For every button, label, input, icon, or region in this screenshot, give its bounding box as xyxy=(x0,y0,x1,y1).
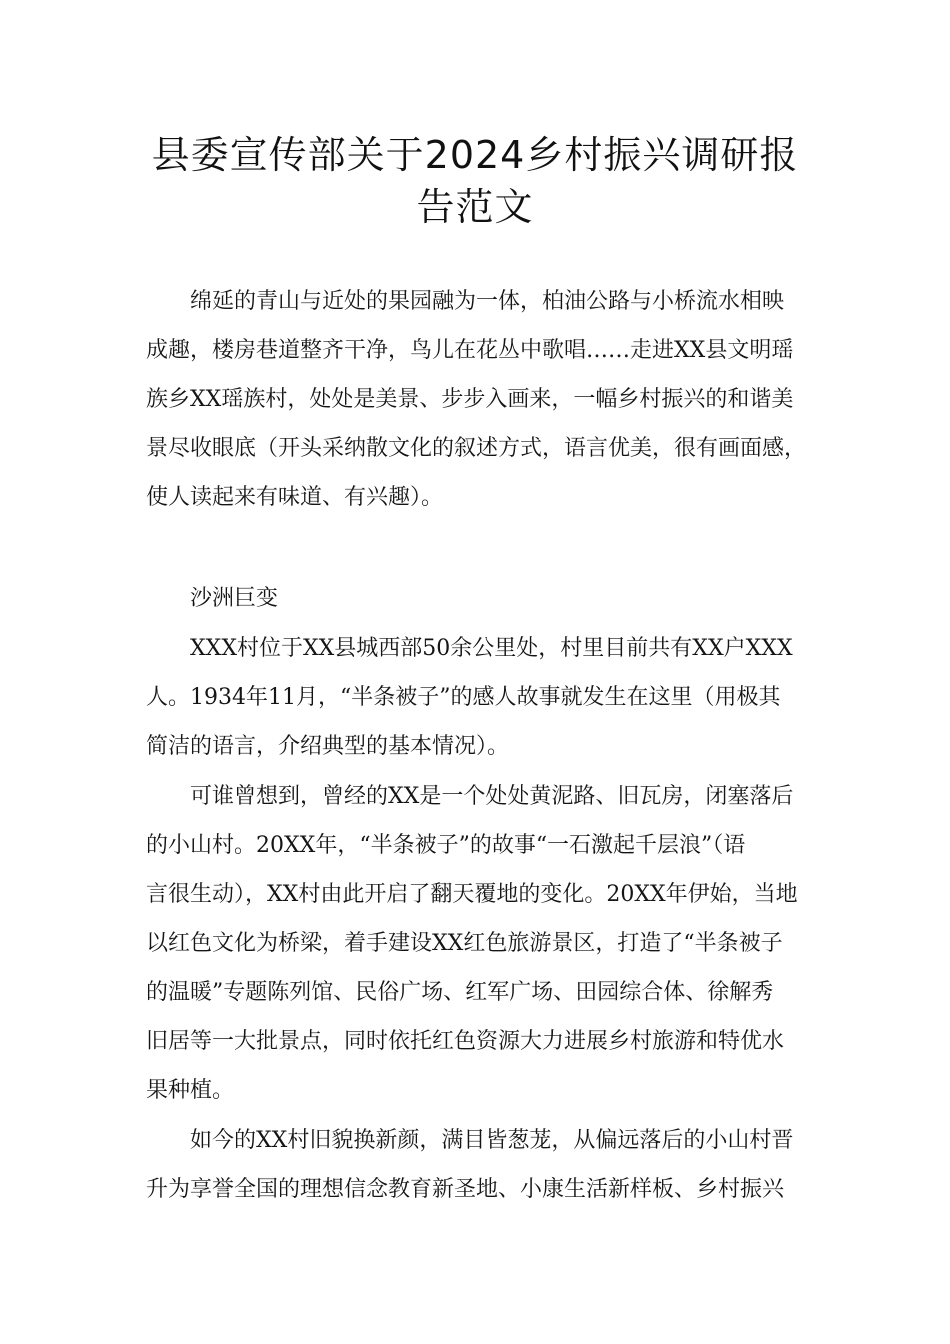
paragraph-line: 旧居等一大批景点，同时依托红色资源大力进展乡村旅游和特优水 xyxy=(146,1029,785,1054)
paragraph-line: 族乡XX瑶族村，处处是美景、步步入画来，一幅乡村振兴的和谐美 xyxy=(146,387,794,412)
section-heading: 沙洲巨变 xyxy=(190,586,279,611)
document-title-line-2: 告范文 xyxy=(416,185,534,229)
paragraph-line: 的小山村。20XX年，“半条被子”的故事“一石激起千层浪”（语 xyxy=(146,833,746,858)
paragraph-line: 升为享誉全国的理想信念教育新圣地、小康生活新样板、乡村振兴 xyxy=(146,1177,785,1202)
paragraph-line: 绵延的青山与近处的果园融为一体，柏油公路与小桥流水相映 xyxy=(190,289,785,314)
paragraph-line: 简洁的语言，介绍典型的基本情况）。 xyxy=(146,734,510,759)
paragraph-line: 成趣，楼房巷道整齐干净，鸟儿在花丛中歌唱……走进XX县文明瑶 xyxy=(146,338,794,363)
paragraph-line: 人。1934年11月，“半条被子”的感人故事就发生在这里（用极其 xyxy=(146,685,781,710)
paragraph-line: 景尽收眼底（开头采纳散文化的叙述方式，语言优美，很有画面感， xyxy=(146,436,807,461)
paragraph-line: 如今的XX村旧貌换新颜，满目皆葱茏，从偏远落后的小山村晋 xyxy=(190,1128,794,1153)
document-title-line-1: 县委宣传部关于2024乡村振兴调研报 xyxy=(151,133,799,177)
paragraph-line: 可谁曾想到，曾经的XX是一个处处黄泥路、旧瓦房，闭塞落后 xyxy=(190,784,794,809)
paragraph-line: 的温暖”专题陈列馆、民俗广场、红军广场、田园综合体、徐解秀 xyxy=(146,980,774,1005)
paragraph-line: XXX村位于XX县城西部50余公里处，村里目前共有XX户XXX xyxy=(190,636,793,661)
paragraph-line: 使人读起来有味道、有兴趣）。 xyxy=(146,485,444,510)
paragraph-line: 果种植。 xyxy=(146,1078,235,1103)
paragraph-line: 以红色文化为桥梁，着手建设XX红色旅游景区，打造了“半条被子 xyxy=(146,931,783,956)
paragraph-line: 言很生动），XX村由此开启了翻天覆地的变化。20XX年伊始，当地 xyxy=(146,882,798,907)
